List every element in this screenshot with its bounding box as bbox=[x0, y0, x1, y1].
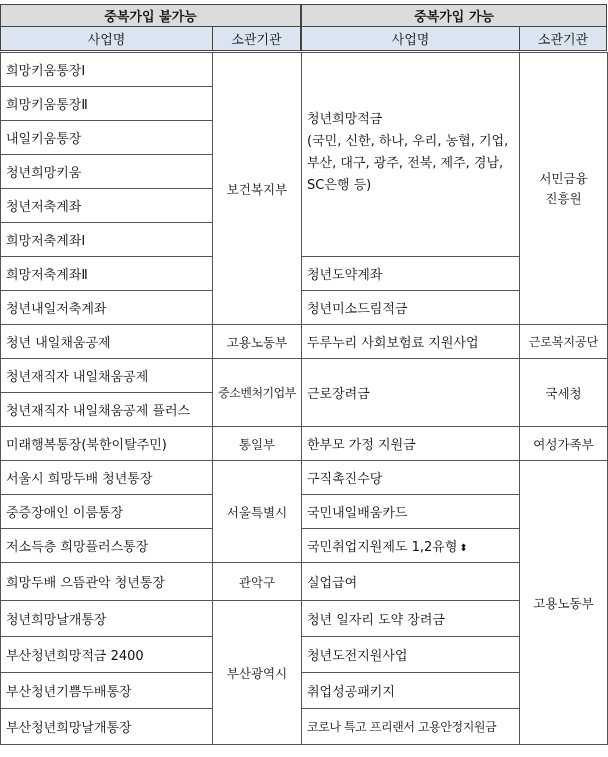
right-table bbox=[301, 52, 608, 745]
right-program-cell: 두루누리 사회보험료 지원사업 bbox=[302, 325, 520, 359]
left-program-cell: 희망저축계좌Ⅰ bbox=[1, 223, 213, 257]
right-agency-cell: 국세청 bbox=[520, 359, 608, 427]
left-section-title: 중복가입 불가능 bbox=[0, 4, 301, 27]
left-agency-cell: 통일부 bbox=[213, 427, 302, 461]
left-col-agency-header: 소관기관 bbox=[212, 26, 301, 51]
right-section-title: 중복가입 가능 bbox=[301, 4, 607, 27]
left-agency-cell: 중소벤처기업부 bbox=[213, 359, 302, 427]
left-agency-cell: 부산광역시 bbox=[213, 601, 302, 745]
left-col-program-header: 사업명 bbox=[0, 26, 213, 51]
left-program-cell: 청년희망키움 bbox=[1, 155, 213, 189]
left-program-cell: 미래행복통장(북한이탈주민) bbox=[1, 427, 213, 461]
left-program-cell: 희망두배 으뜸관악 청년통장 bbox=[1, 563, 213, 601]
right-program-cell: 실업급여 bbox=[302, 563, 520, 601]
right-program-text: 청년희망적금 (국민, 신한, 하나, 우리, 농협, 기업, 부산, 대구, 광주, 전북, 제주, 경남, SC은행 등) bbox=[307, 112, 509, 193]
right-program-cell: 청년 일자리 도약 장려금 bbox=[302, 601, 520, 637]
right-program-text: 국민취업지원제도 1,2유형 bbox=[307, 540, 458, 555]
left-program-cell: 청년재직자 내일채움공제 bbox=[1, 359, 213, 393]
right-agency-text: 서민금융 진흥원 bbox=[539, 170, 588, 206]
left-program-cell: 희망키움통장Ⅰ bbox=[1, 53, 213, 87]
right-agency-cell: 고용노동부 bbox=[520, 461, 608, 745]
right-program-cell: 구직촉진수당 bbox=[302, 461, 520, 495]
right-program-cell: 근로장려금 bbox=[302, 359, 520, 427]
left-program-cell: 부산청년희망적금 2400 bbox=[1, 637, 213, 673]
left-agency-cell: 보건복지부 bbox=[213, 53, 302, 325]
left-program-cell: 희망키움통장Ⅱ bbox=[1, 87, 213, 121]
left-program-cell: 청년 내일채움공제 bbox=[1, 325, 213, 359]
left-program-cell: 청년저축계좌 bbox=[1, 189, 213, 223]
right-program-cell bbox=[302, 529, 520, 563]
right-col-program-header: 사업명 bbox=[301, 26, 520, 51]
right-program-cell: 청년미소드림적금 bbox=[302, 291, 520, 325]
right-agency-cell: 근로복지공단 bbox=[520, 325, 608, 359]
left-program-cell: 중증장애인 이룸통장 bbox=[1, 495, 213, 529]
right-agency-cell bbox=[520, 53, 608, 325]
right-program-cell: 청년도전지원사업 bbox=[302, 637, 520, 673]
left-program-cell: 청년내일저축계좌 bbox=[1, 291, 213, 325]
right-col-agency-header: 소관기관 bbox=[519, 26, 607, 51]
left-program-cell: 청년재직자 내일채움공제 플러스 bbox=[1, 393, 213, 427]
right-program-cell: 국민내일배움카드 bbox=[302, 495, 520, 529]
left-program-cell: 희망저축계좌Ⅱ bbox=[1, 257, 213, 291]
left-program-cell: 서울시 희망두배 청년통장 bbox=[1, 461, 213, 495]
right-program-cell: 청년도약계좌 bbox=[302, 257, 520, 291]
left-program-cell: 부산청년기쁨두배통장 bbox=[1, 673, 213, 709]
left-agency-cell: 서울특별시 bbox=[213, 461, 302, 563]
double-arrow-icon: ⬍ bbox=[459, 543, 468, 554]
left-agency-cell: 관악구 bbox=[213, 563, 302, 601]
left-program-cell: 저소득층 희망플러스통장 bbox=[1, 529, 213, 563]
right-agency-cell: 여성가족부 bbox=[520, 427, 608, 461]
left-program-cell: 청년희망날개통장 bbox=[1, 601, 213, 637]
left-table bbox=[0, 52, 302, 745]
right-program-cell: 한부모 가정 지원금 bbox=[302, 427, 520, 461]
right-program-cell bbox=[302, 53, 520, 257]
left-program-cell: 부산청년희망날개통장 bbox=[1, 709, 213, 745]
left-program-cell: 내일키움통장 bbox=[1, 121, 213, 155]
right-program-cell: 코로나 특고 프리랜서 고용안정지원금 bbox=[302, 709, 520, 745]
left-agency-cell: 고용노동부 bbox=[213, 325, 302, 359]
right-program-cell: 취업성공패키지 bbox=[302, 673, 520, 709]
